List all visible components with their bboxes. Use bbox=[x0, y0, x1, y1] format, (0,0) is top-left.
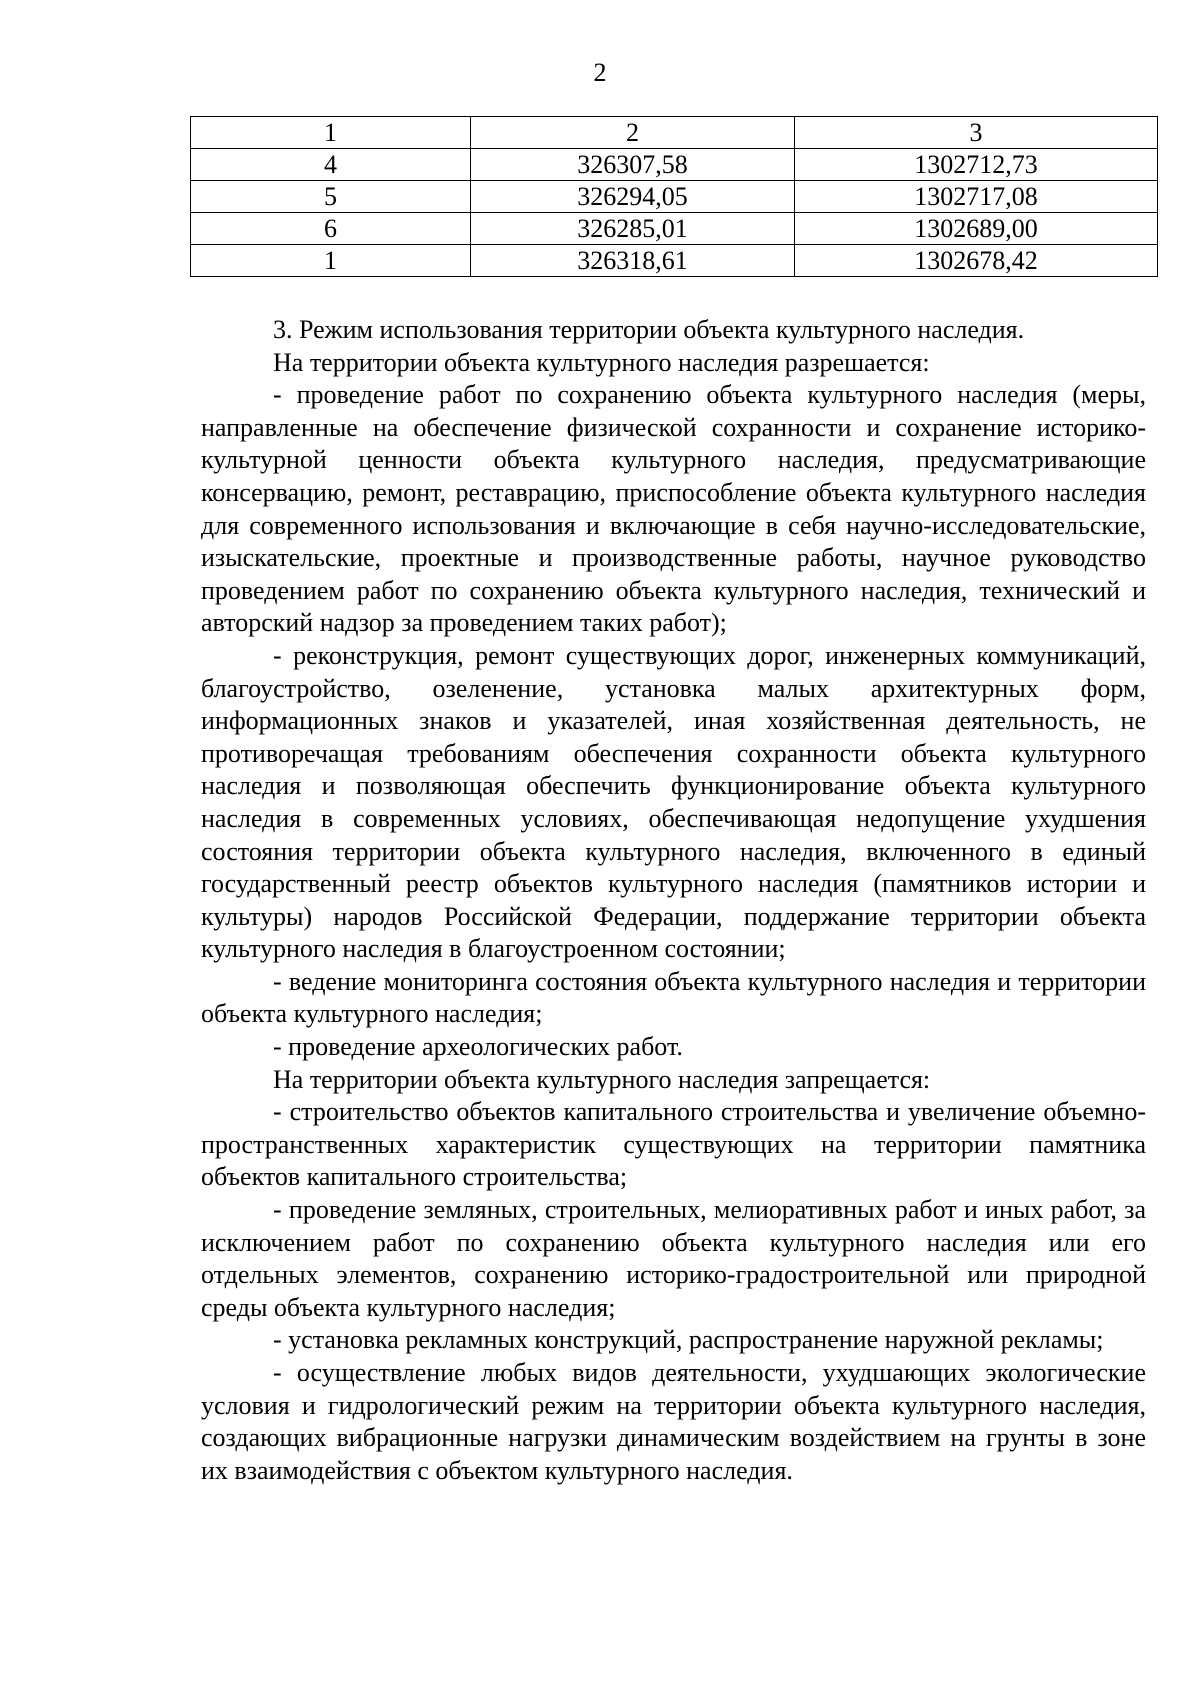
y-coordinate-cell: 1302712,73 bbox=[795, 149, 1158, 181]
table-row bbox=[191, 149, 1158, 181]
x-coordinate-cell: 326294,05 bbox=[471, 181, 795, 213]
y-coordinate-cell: 1302717,08 bbox=[795, 181, 1158, 213]
x-coordinate-cell: 326318,61 bbox=[471, 245, 795, 277]
table-header-row bbox=[191, 117, 1158, 149]
list-item: - установка рекламных конструкций, распространение наружной рекламы; bbox=[273, 1325, 1104, 1355]
list-item: - реконструкция, ремонт существующих дорог, инженерных коммуникаций, благоустройство, озеленение, установка малых архитектурных форм, информационных знаков и указателей, иная хозяйственная деятельность, не противоречащая требованиям обеспечения сохранности объекта культурного наследия и позволяющая обеспечить функционирование объекта культурного наследия в современных условиях, обеспечивающая недопущение ухудшения состояния территории объекта культурного наследия, включенного в единый государственный реестр объектов культурного наследия (памятников истории и культуры) народов Российской Федерации, поддержание территории объекта культурного наследия в благоустроенном состоянии; bbox=[201, 640, 1146, 964]
table-header-cell: 1 bbox=[191, 117, 471, 149]
y-coordinate-cell: 1302678,42 bbox=[795, 245, 1158, 277]
table-row bbox=[191, 245, 1158, 277]
table-header-cell: 3 bbox=[795, 117, 1158, 149]
document-body bbox=[201, 314, 1146, 1487]
page-number: 2 bbox=[593, 58, 607, 87]
table-row bbox=[191, 213, 1158, 245]
table-row bbox=[191, 181, 1158, 213]
list-item: - проведение земляных, строительных, мелиоративных работ и иных работ, за исключением работ по сохранению объекта культурного наследия или его отдельных элементов, сохранению историко-градостроительной или природной среды объекта культурного наследия; bbox=[201, 1195, 1146, 1322]
x-coordinate-cell: 326285,01 bbox=[471, 213, 795, 245]
point-number-cell: 1 bbox=[191, 245, 471, 277]
list-item: - проведение археологических работ. bbox=[273, 1032, 683, 1062]
y-coordinate-cell: 1302689,00 bbox=[795, 213, 1158, 245]
point-number-cell: 5 bbox=[191, 181, 471, 213]
x-coordinate-cell: 326307,58 bbox=[471, 149, 795, 181]
prohibited-intro: На территории объекта культурного наследия запрещается: bbox=[273, 1064, 931, 1094]
allowed-intro: На территории объекта культурного наследия разрешается: bbox=[273, 347, 930, 377]
list-item: - строительство объектов капитального строительства и увеличение объемно-пространственных характеристик существующих на территории памятника объектов капитального строительства; bbox=[201, 1097, 1146, 1192]
table-header-cell: 2 bbox=[471, 117, 795, 149]
section-heading: 3. Режим использования территории объекта культурного наследия. bbox=[273, 315, 1025, 344]
list-item: - осуществление любых видов деятельности, ухудшающих экологические условия и гидрологический режим на территории объекта культурного наследия, создающих вибрационные нагрузки динамическим воздействием на грунты в зоне их взаимодействия с объектом культурного наследия. bbox=[201, 1358, 1146, 1485]
list-item: - ведение мониторинга состояния объекта культурного наследия и территории объекта культурного наследия; bbox=[201, 966, 1146, 1029]
coordinates-table bbox=[190, 116, 1158, 277]
point-number-cell: 4 bbox=[191, 149, 471, 181]
point-number-cell: 6 bbox=[191, 213, 471, 245]
list-item: - проведение работ по сохранению объекта культурного наследия (меры, направленные на обеспечение физической сохранности и сохранение историко-культурной ценности объекта культурного наследия, предусматривающие консервацию, ремонт, реставрацию, приспособление объекта культурного наследия для современного использования и включающие в себя научно-исследовательские, изыскательские, проектные и производственные работы, научное руководство проведением работ по сохранению объекта культурного наследия, технический и авторский надзор за проведением таких работ); bbox=[201, 380, 1146, 638]
